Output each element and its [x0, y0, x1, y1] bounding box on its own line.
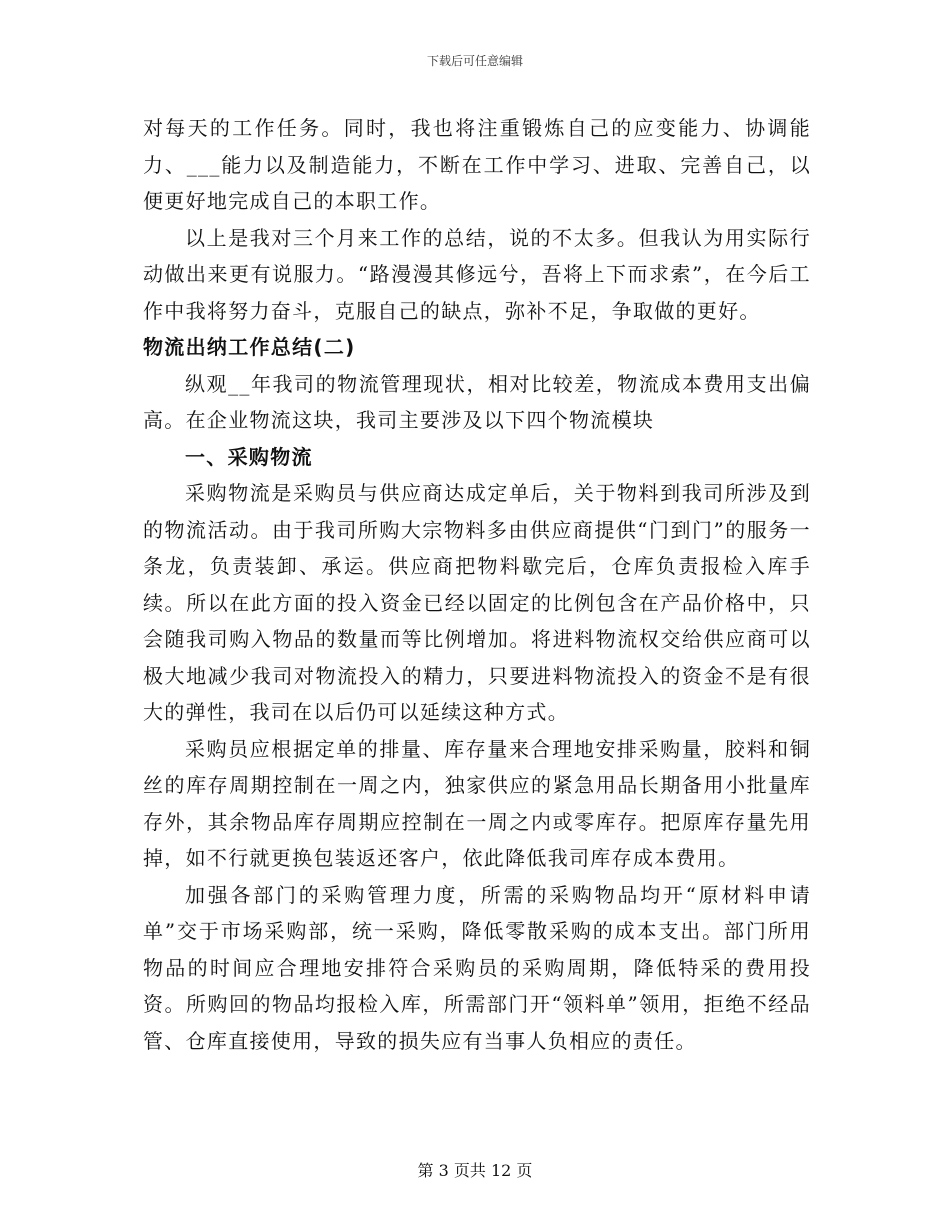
subheading-purchasing-logistics: 一、采购物流: [185, 444, 313, 469]
section-title: 物流出纳工作总结(二): [143, 335, 356, 359]
paragraph-purchasing-logistics: 采购物流是采购员与供应商达成定单后，关于物料到我司所涉及到的物流活动。由于我司所购大宗物料多由供应商提供“门到门”的服务一条龙，负责装卸、承运。供应商把物料歇完后，仓库负责报检入库手续。所以在此方面的投入资金已经以固定的比例包含在产品价格中，只会随我司购入物品的数量而等比例增加。将进料物流权交给供应商可以极大地减少我司对物流投入的精力，只要进料物流投入的资金不是有很大的弹性，我司在以后仍可以延续这种方式。: [143, 481, 811, 724]
paragraph-overview: 纵观__年我司的物流管理现状，相对比较差，物流成本费用支出偏高。在企业物流这块，我司主要涉及以下四个物流模块: [143, 371, 811, 432]
document-body: [143, 110, 811, 1059]
page-header-note: 下载后可任意编辑: [426, 54, 523, 68]
paragraph-summary: 以上是我对三个月来工作的总结，说的不太多。但我认为用实际行动做出来更有说服力。“路漫漫其修远兮，吾将上下而求索”，在今后工作中我将努力奋斗，克服自己的缺点，弥补不足，争取做的更好。: [143, 225, 811, 323]
paragraph-inventory: 采购员应根据定单的排量、库存量来合理地安排采购量，胶料和铜丝的库存周期控制在一周之内，独家供应的紧急用品长期备用小批量库存外，其余物品库存周期应控制在一周之内或零库存。把原库存量先用掉，如不行就更换包装返还客户，依此降低我司库存成本费用。: [143, 736, 811, 870]
paragraph-continuation: 对每天的工作任务。同时，我也将注重锻炼自己的应变能力、协调能力、___能力以及制造能力，不断在工作中学习、进取、完善自己，以便更好地完成自己的本职工作。: [143, 116, 811, 213]
page-number: 第 3 页共 12 页: [417, 1161, 533, 1180]
paragraph-management: 加强各部门的采购管理力度，所需的采购物品均开“原材料申请单”交于市场采购部，统一采购，降低零散采购的成本支出。部门所用物品的时间应合理地安排符合采购员的采购周期，降低特采的费用投资。所购回的物品均报检入库，所需部门开“领料单”领用，拒绝不经品管、仓库直接使用，导致的损失应有当事人负相应的责任。: [143, 882, 811, 1053]
